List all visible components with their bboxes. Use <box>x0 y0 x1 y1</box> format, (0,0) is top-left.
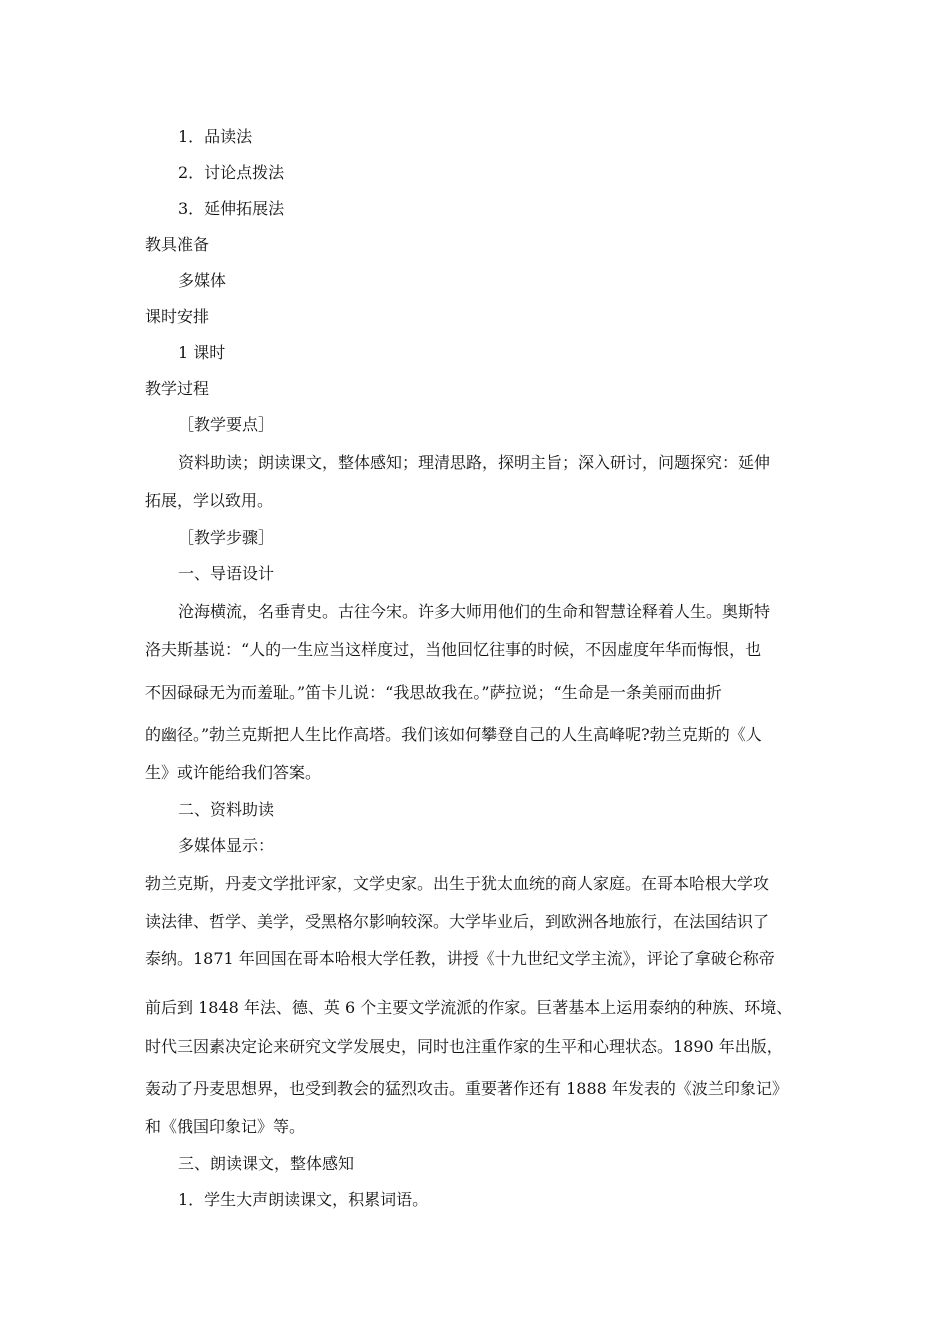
section2-line-5: 时代三因素决定论来研究文学发展史，同时也注重作家的生平和心理状态。1890 年出版， <box>145 1037 783 1056</box>
section1-heading: 一、导语设计 <box>178 564 275 583</box>
section2-line-7: 和《俄国印象记》等。 <box>145 1117 306 1136</box>
section3-item-1: 1．学生大声朗读课文，积累词语。 <box>178 1190 429 1209</box>
method-item-2: 2．讨论点拨法 <box>178 163 285 182</box>
section2-intro: 多媒体显示： <box>178 836 275 855</box>
section3-heading: 三、朗读课文，整体感知 <box>178 1154 355 1173</box>
section2-heading: 二、资料助读 <box>178 800 275 819</box>
key-points-line-2: 拓展，学以致用。 <box>145 491 274 510</box>
section1-line-4: 的幽径。”勃兰克斯把人生比作高塔。我们该如何攀登自己的人生高峰呢?勃兰克斯的《人 <box>145 725 762 744</box>
steps-label: ［教学步骤］ <box>178 528 275 547</box>
section1-line-1: 沧海横流，名垂青史。古往今宋。许多大师用他们的生命和智慧诠释着人生。奥斯特 <box>178 602 771 621</box>
method-item-3: 3．延伸拓展法 <box>178 199 285 218</box>
method-item-1: 1．品读法 <box>178 127 253 146</box>
teaching-tools-content: 多媒体 <box>178 271 227 290</box>
schedule-heading: 课时安排 <box>145 307 210 326</box>
section2-line-1: 勃兰克斯，丹麦文学批评家，文学史家。出生于犹太血统的商人家庭。在哥本哈根大学攻 <box>145 874 770 893</box>
section1-line-3: 不因碌碌无为而羞耻。”笛卡儿说：“我思故我在。”萨拉说；“生命是一条美丽而曲折 <box>145 683 722 702</box>
section2-line-6: 轰动了丹麦思想界，也受到教会的猛烈攻击。重要著作还有 1888 年发表的《波兰印象记》 <box>145 1079 788 1098</box>
schedule-content: 1 课时 <box>178 343 226 362</box>
key-points-label: ［教学要点］ <box>178 415 275 434</box>
teaching-tools-heading: 教具准备 <box>145 235 210 254</box>
section1-line-2: 洛夫斯基说：“人的一生应当这样度过，当他回忆往事的时候，不因虚度年华而悔恨，也 <box>145 640 762 659</box>
process-heading: 教学过程 <box>145 379 210 398</box>
section1-line-5: 生》或许能给我们答案。 <box>145 763 322 782</box>
section2-line-4: 前后到 1848 年法、德、英 6 个主要文学流派的作家。巨著基本上运用泰纳的种族、环境、 <box>145 998 793 1017</box>
section2-line-2: 读法律、哲学、美学，受黑格尔影响较深。大学毕业后，到欧洲各地旅行，在法国结识了 <box>145 912 770 931</box>
key-points-line-1: 资料助读；朗读课文，整体感知；理清思路，探明主旨；深入研讨，问题探究：延伸 <box>178 453 771 472</box>
section2-line-3: 泰纳。1871 年回国在哥本哈根大学任教，讲授《十九世纪文学主流》，评论了拿破仑称帝 <box>145 949 775 968</box>
